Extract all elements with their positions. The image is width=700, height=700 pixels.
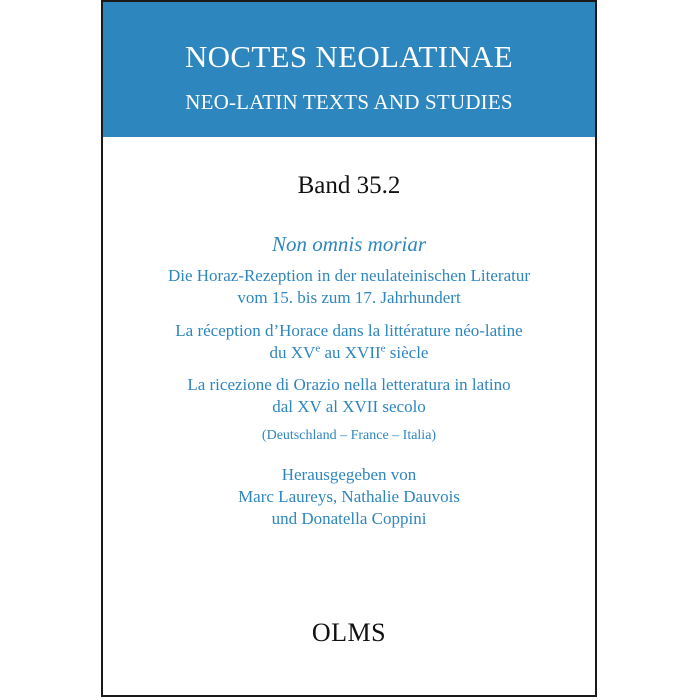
series-subtitle: NEO-LATIN TEXTS AND STUDIES	[185, 90, 513, 114]
editors-names-line-1: Marc Laureys, Nathalie Dauvois	[238, 487, 460, 506]
book-cover	[101, 0, 597, 697]
series-title: NOCTES NEOLATINAE	[185, 39, 513, 74]
series-banner	[103, 2, 595, 137]
french-title-line-1: La réception d’Horace dans la littérature néo-latine	[175, 321, 523, 340]
countries-note: (Deutschland – France – Italia)	[261, 428, 437, 443]
editors-intro: Herausgegeben von	[281, 465, 417, 484]
german-title-line-1: Die Horaz-Rezeption in der neulateinischen Literatur	[167, 266, 531, 285]
italian-title-line-2: dal XV al XVII secolo	[272, 397, 426, 416]
volume-number: Band 35.2	[297, 172, 401, 199]
main-title: Non omnis moriar	[271, 232, 427, 256]
german-title-line-2: vom 15. bis zum 17. Jahrhundert	[237, 288, 461, 307]
italian-title-line-1: La ricezione di Orazio nella letteratura in latino	[187, 375, 511, 394]
publisher-name: OLMS	[311, 618, 387, 647]
french-title-line-2: du XVe au XVIIe siècle	[269, 342, 429, 362]
editors-names-line-2: und Donatella Coppini	[271, 509, 427, 528]
